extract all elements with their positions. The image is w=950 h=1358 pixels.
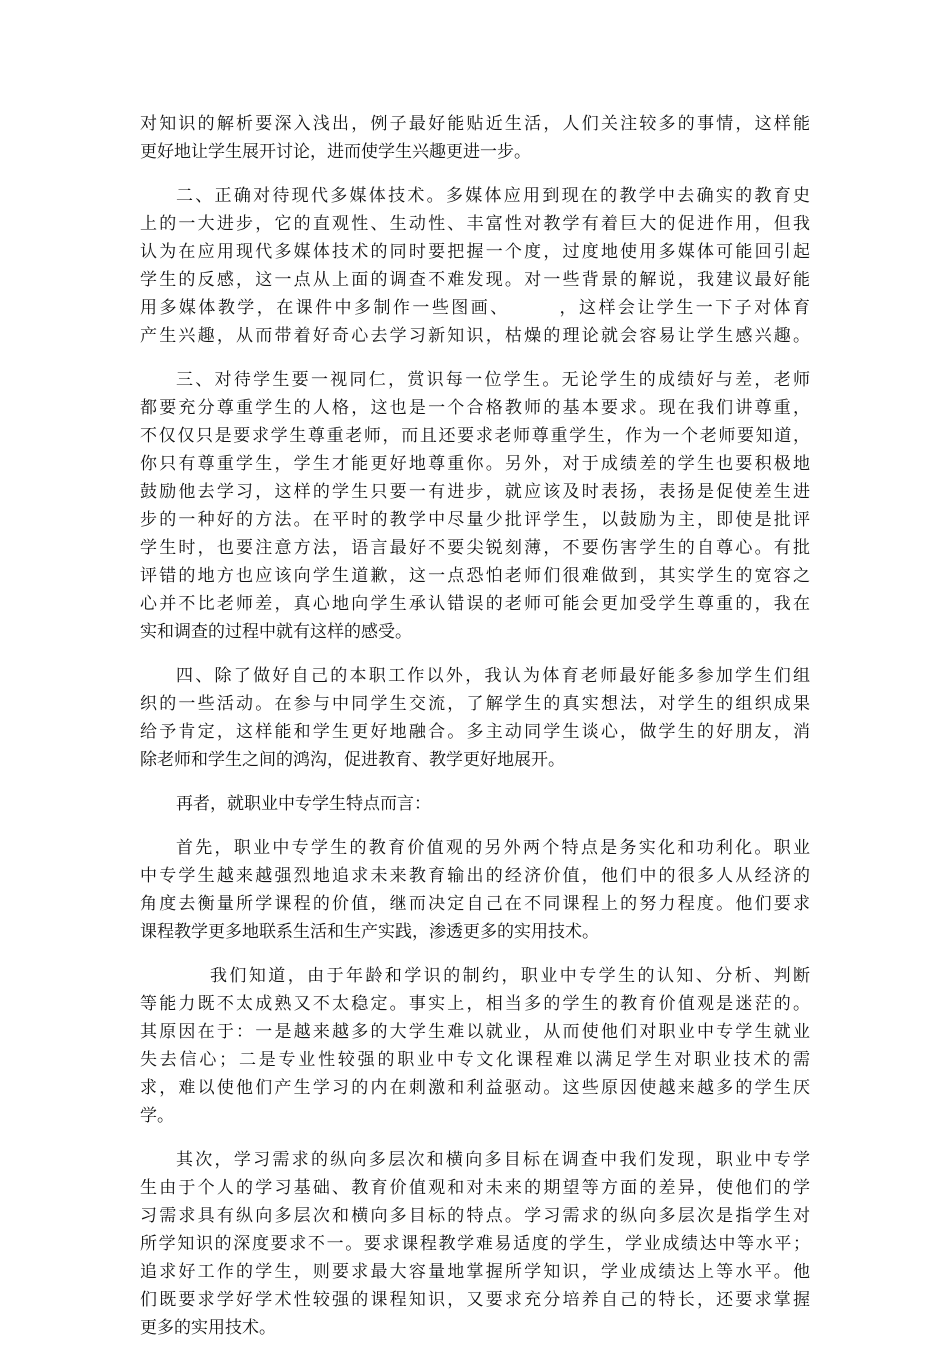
text-line: 上的一大进步，它的直观性、生动性、丰富性对教学有着巨大的促进作用，但我 — [140, 214, 810, 234]
document-page — [140, 110, 810, 1358]
text-line: 失去信心；二是专业性较强的职业中专文化课程难以满足学生对职业技术的需 — [140, 1050, 810, 1070]
text-line: 首先，职业中专学生的教育价值观的另外两个特点是务实化和功利化。职业 — [176, 838, 810, 858]
text-line: 更好地让学生展开讨论，进而使学生兴趣更进一步。 — [140, 142, 531, 162]
text-line: 二、正确对待现代多媒体技术。多媒体应用到现在的教学中去确实的教育史 — [176, 186, 810, 206]
text-line: 鼓励他去学习，这样的学生只要一有进步，就应该及时表扬，表扬是促使差生进 — [140, 482, 810, 502]
paragraph — [140, 790, 810, 818]
text-line: 再者，就职业中专学生特点而言： — [176, 794, 431, 814]
text-line: 三、对待学生要一视同仁，赏识每一位学生。无论学生的成绩好与差，老师 — [176, 370, 810, 390]
text-line: 更多的实用技术。 — [140, 1318, 276, 1338]
text-line: 们既要求学好学术性较强的课程知识，又要求充分培养自己的特长，还要求掌握 — [140, 1290, 810, 1310]
text-line: 我们知道，由于年龄和学识的制约，职业中专学生的认知、分析、判断 — [210, 966, 810, 986]
text-line: 织的一些活动。在参与中同学生交流，了解学生的真实想法，对学生的组织成果 — [140, 694, 810, 714]
text-line: 学。 — [140, 1106, 174, 1126]
text-line: 步的一种好的方法。在平时的教学中尽量少批评学生，以鼓励为主，即使是批评 — [140, 510, 810, 530]
text-line: 给予肯定，这样能和学生更好地融合。多主动同学生谈心，做学生的好朋友，消 — [140, 722, 810, 742]
text-line: 除老师和学生之间的鸿沟，促进教育、教学更好地展开。 — [140, 750, 565, 770]
text-line: 习需求具有纵向多层次和横向多目标的特点。学习需求的纵向多层次是指学生对 — [140, 1206, 810, 1226]
paragraph — [140, 110, 810, 166]
text-line: 认为在应用现代多媒体技术的同时要把握一个度，过度地使用多媒体可能回引起 — [140, 242, 810, 262]
text-line: 学生时，也要注意方法，语言最好不要尖锐刻薄，不要伤害学生的自尊心。有批 — [140, 538, 810, 558]
text-line: 生由于个人的学习基础、教育价值观和对未来的期望等方面的差异，使他们的学 — [140, 1178, 810, 1198]
text-line: 用多媒体教学，在课件中多制作一些图画、 ，这样会让学生一下子对体育 — [140, 298, 810, 318]
paragraph — [140, 962, 810, 1130]
paragraph — [140, 1146, 810, 1342]
text-line: 学生的反感，这一点从上面的调查不难发现。对一些背景的解说，我建议最好能 — [140, 270, 810, 290]
text-line: 中专学生越来越强烈地追求未来教育输出的经济价值，他们中的很多人从经济的 — [140, 866, 810, 886]
text-line: 角度去衡量所学课程的价值，继而决定自己在不同课程上的努力程度。他们要求 — [140, 894, 810, 914]
text-line: 实和调查的过程中就有这样的感受。 — [140, 622, 412, 642]
text-line: 不仅仅只是要求学生尊重老师，而且还要求老师尊重学生，作为一个老师要知道， — [140, 426, 810, 446]
text-line: 心并不比老师差，真心地向学生承认错误的老师可能会更加受学生尊重的，我在 — [140, 594, 810, 614]
paragraph — [140, 662, 810, 774]
paragraph — [140, 834, 810, 946]
text-line: 评错的地方也应该向学生道歉，这一点恐怕老师们很难做到，其实学生的宽容之 — [140, 566, 810, 586]
text-line: 对知识的解析要深入浅出，例子最好能贴近生活，人们关注较多的事情，这样能 — [140, 114, 810, 134]
text-line: 四、除了做好自己的本职工作以外，我认为体育老师最好能多参加学生们组 — [176, 666, 810, 686]
text-line: 等能力既不太成熟又不太稳定。事实上，相当多的学生的教育价值观是迷茫的。 — [140, 994, 810, 1014]
text-line: 追求好工作的学生，则要求最大容量地掌握所学知识，学业成绩达上等水平。他 — [140, 1262, 810, 1282]
text-line: 你只有尊重学生，学生才能更好地尊重你。另外，对于成绩差的学生也要积极地 — [140, 454, 810, 474]
paragraph — [140, 182, 810, 350]
text-line: 求，难以使他们产生学习的内在刺激和利益驱动。这些原因使越来越多的学生厌 — [140, 1078, 810, 1098]
text-line: 其原因在于：一是越来越多的大学生难以就业，从而使他们对职业中专学生就业 — [140, 1022, 810, 1042]
text-line: 课程教学更多地联系生活和生产实践，渗透更多的实用技术。 — [140, 922, 599, 942]
paragraph — [140, 366, 810, 646]
text-line: 都要充分尊重学生的人格，这也是一个合格教师的基本要求。现在我们讲尊重， — [140, 398, 810, 418]
text-line: 产生兴趣，从而带着好奇心去学习新知识，枯燥的理论就会容易让学生感兴趣。 — [140, 326, 810, 346]
text-line: 其次，学习需求的纵向多层次和横向多目标在调查中我们发现，职业中专学 — [176, 1150, 810, 1170]
text-line: 所学知识的深度要求不一。要求课程教学难易适度的学生，学业成绩达中等水平； — [140, 1234, 810, 1254]
